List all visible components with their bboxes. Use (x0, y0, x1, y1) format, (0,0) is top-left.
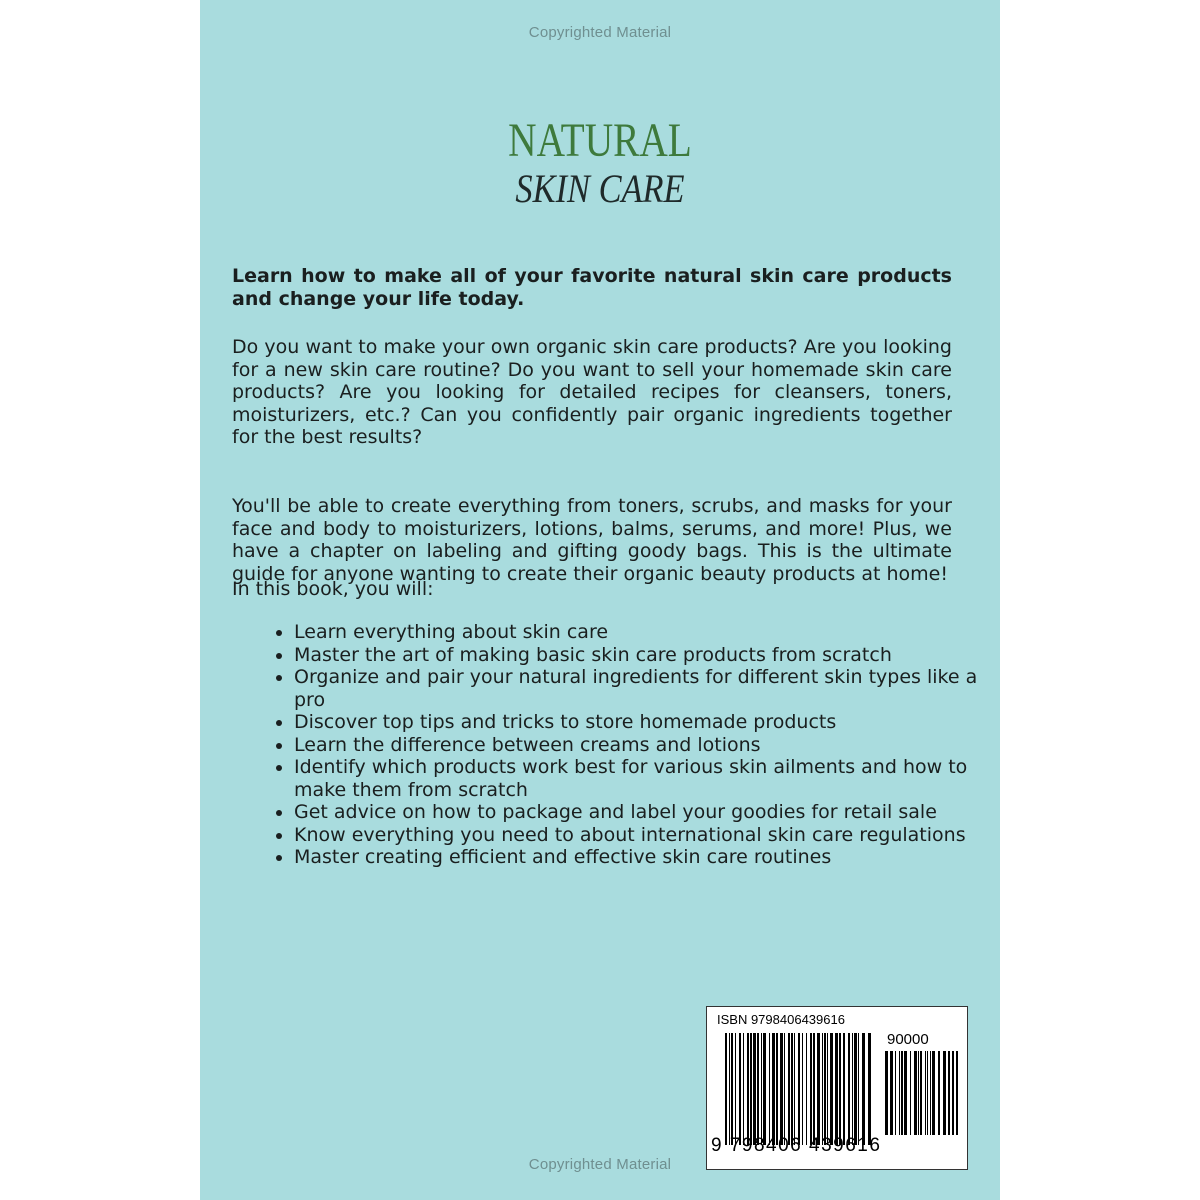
barcode-bar (843, 1033, 845, 1145)
list-item: • Learn the difference between creams and lotions (294, 734, 984, 757)
ean-digits: 9 798406 439616 (711, 1135, 882, 1156)
list-item: • Master the art of making basic skin care products from scratch (294, 644, 984, 667)
barcode-bar (899, 1051, 900, 1135)
barcode-bar (925, 1051, 926, 1135)
barcode-bar (914, 1051, 917, 1135)
list-item: • Get advice on how to package and label your goodies for retail sale (294, 801, 984, 824)
list-item: • Learn everything about skin care (294, 621, 984, 644)
barcode-bar (747, 1033, 749, 1145)
book-title (200, 112, 1000, 212)
isbn-label: ISBN 9798406439616 (717, 1012, 845, 1027)
barcode-bar (852, 1033, 853, 1145)
list-item: • Organize and pair your natural ingredients for different skin types like a pro (294, 666, 984, 711)
barcode-bar (794, 1033, 795, 1145)
barcode-bar (839, 1033, 841, 1145)
barcode-bar (813, 1033, 815, 1145)
list-item: • Master creating efficient and effective skin care routines (294, 846, 984, 869)
barcode-bar (827, 1033, 828, 1145)
barcode-bar (729, 1033, 730, 1145)
barcode-bar (743, 1033, 744, 1145)
barcode-bar (780, 1033, 783, 1145)
barcode-bar (910, 1051, 911, 1135)
barcode-bar (920, 1051, 922, 1135)
barcode-bar (735, 1033, 736, 1145)
barcode-bar (927, 1051, 928, 1135)
barcode-bar (784, 1033, 785, 1145)
list-item: • Know everything you need to about international skin care regulations (294, 824, 984, 847)
barcode-bar (822, 1033, 823, 1145)
barcode-bar (890, 1051, 893, 1135)
list-item: • Identify which products work best for various skin ailments and how to make them from scratch (294, 756, 984, 801)
barcode-bar (739, 1033, 741, 1145)
description-paragraph-1: Do you want to make your own organic skin care products? Are you looking for a new skin care routine? Do you want to sell your homemade skin care products? Are you looking for detailed recipes for cleansers, toners, moisturizers, etc.? Can you confidently pair organic ingredients together for the best results? (232, 336, 952, 448)
barcode-bar (885, 1051, 888, 1135)
watermark-top: Copyrighted Material (528, 24, 672, 41)
barcode-bar (788, 1033, 790, 1145)
barcode-bar (824, 1033, 826, 1145)
barcode-bar (956, 1051, 958, 1135)
barcode-bar (763, 1033, 766, 1145)
barcode-bar (938, 1051, 940, 1135)
barcode-bar (858, 1033, 859, 1145)
barcode-bar (769, 1033, 770, 1145)
barcode-bar (806, 1033, 807, 1145)
list-intro: In this book, you will: (232, 578, 434, 600)
barcode-bar (750, 1033, 752, 1145)
benefits-list (270, 621, 984, 869)
barcode-bar (830, 1033, 833, 1145)
barcode-bar (895, 1051, 896, 1135)
barcode-bar (948, 1051, 950, 1135)
barcode-bar (862, 1033, 865, 1145)
barcode-bar (725, 1033, 727, 1145)
barcode-bar (753, 1033, 756, 1145)
barcode-bar (817, 1033, 820, 1145)
barcode-bar (904, 1051, 907, 1135)
barcode-bar (901, 1051, 903, 1135)
barcode-bar (943, 1051, 946, 1135)
description-paragraph-2: You'll be able to create everything from toners, scrubs, and masks for your face and body to moisturizers, lotions, balms, serums, and more! Plus, we have a chapter on labeling and gifting goody bags. This is the ultimate guide for anyone wanting to create their organic beauty products at home! (232, 495, 952, 585)
barcode-bar (854, 1033, 857, 1145)
barcode-bar (835, 1033, 838, 1145)
barcode-bar (791, 1033, 793, 1145)
barcode-bar (761, 1033, 762, 1145)
barcode-bar (802, 1033, 803, 1145)
barcode-bar (757, 1033, 759, 1145)
title-line-1: NATURAL (508, 114, 692, 167)
barcode-bar (918, 1051, 919, 1135)
barcode-bar (810, 1033, 812, 1145)
barcode-bar (952, 1051, 954, 1135)
list-item: • Discover top tips and tricks to store homemade products (294, 711, 984, 734)
barcode-bar (798, 1033, 800, 1145)
title-line-2: SKIN CARE (515, 166, 685, 211)
barcode-bar (930, 1051, 931, 1135)
isbn-barcode-box (706, 1006, 968, 1170)
barcode-bar (868, 1033, 871, 1145)
barcode-bar (731, 1033, 733, 1145)
barcode-bar (932, 1051, 935, 1135)
barcode-bar (776, 1033, 778, 1145)
watermark-bottom: Copyrighted Material (528, 1156, 672, 1173)
price-code: 90000 (887, 1031, 929, 1048)
barcode-bar (772, 1033, 775, 1145)
barcode-bars-main (725, 1033, 871, 1145)
book-back-cover (200, 0, 1000, 1200)
barcode-bar (848, 1033, 850, 1145)
barcode-bars-addon (885, 1051, 959, 1135)
lead-paragraph: Learn how to make all of your favorite natural skin care products and change your life today. (232, 265, 952, 310)
